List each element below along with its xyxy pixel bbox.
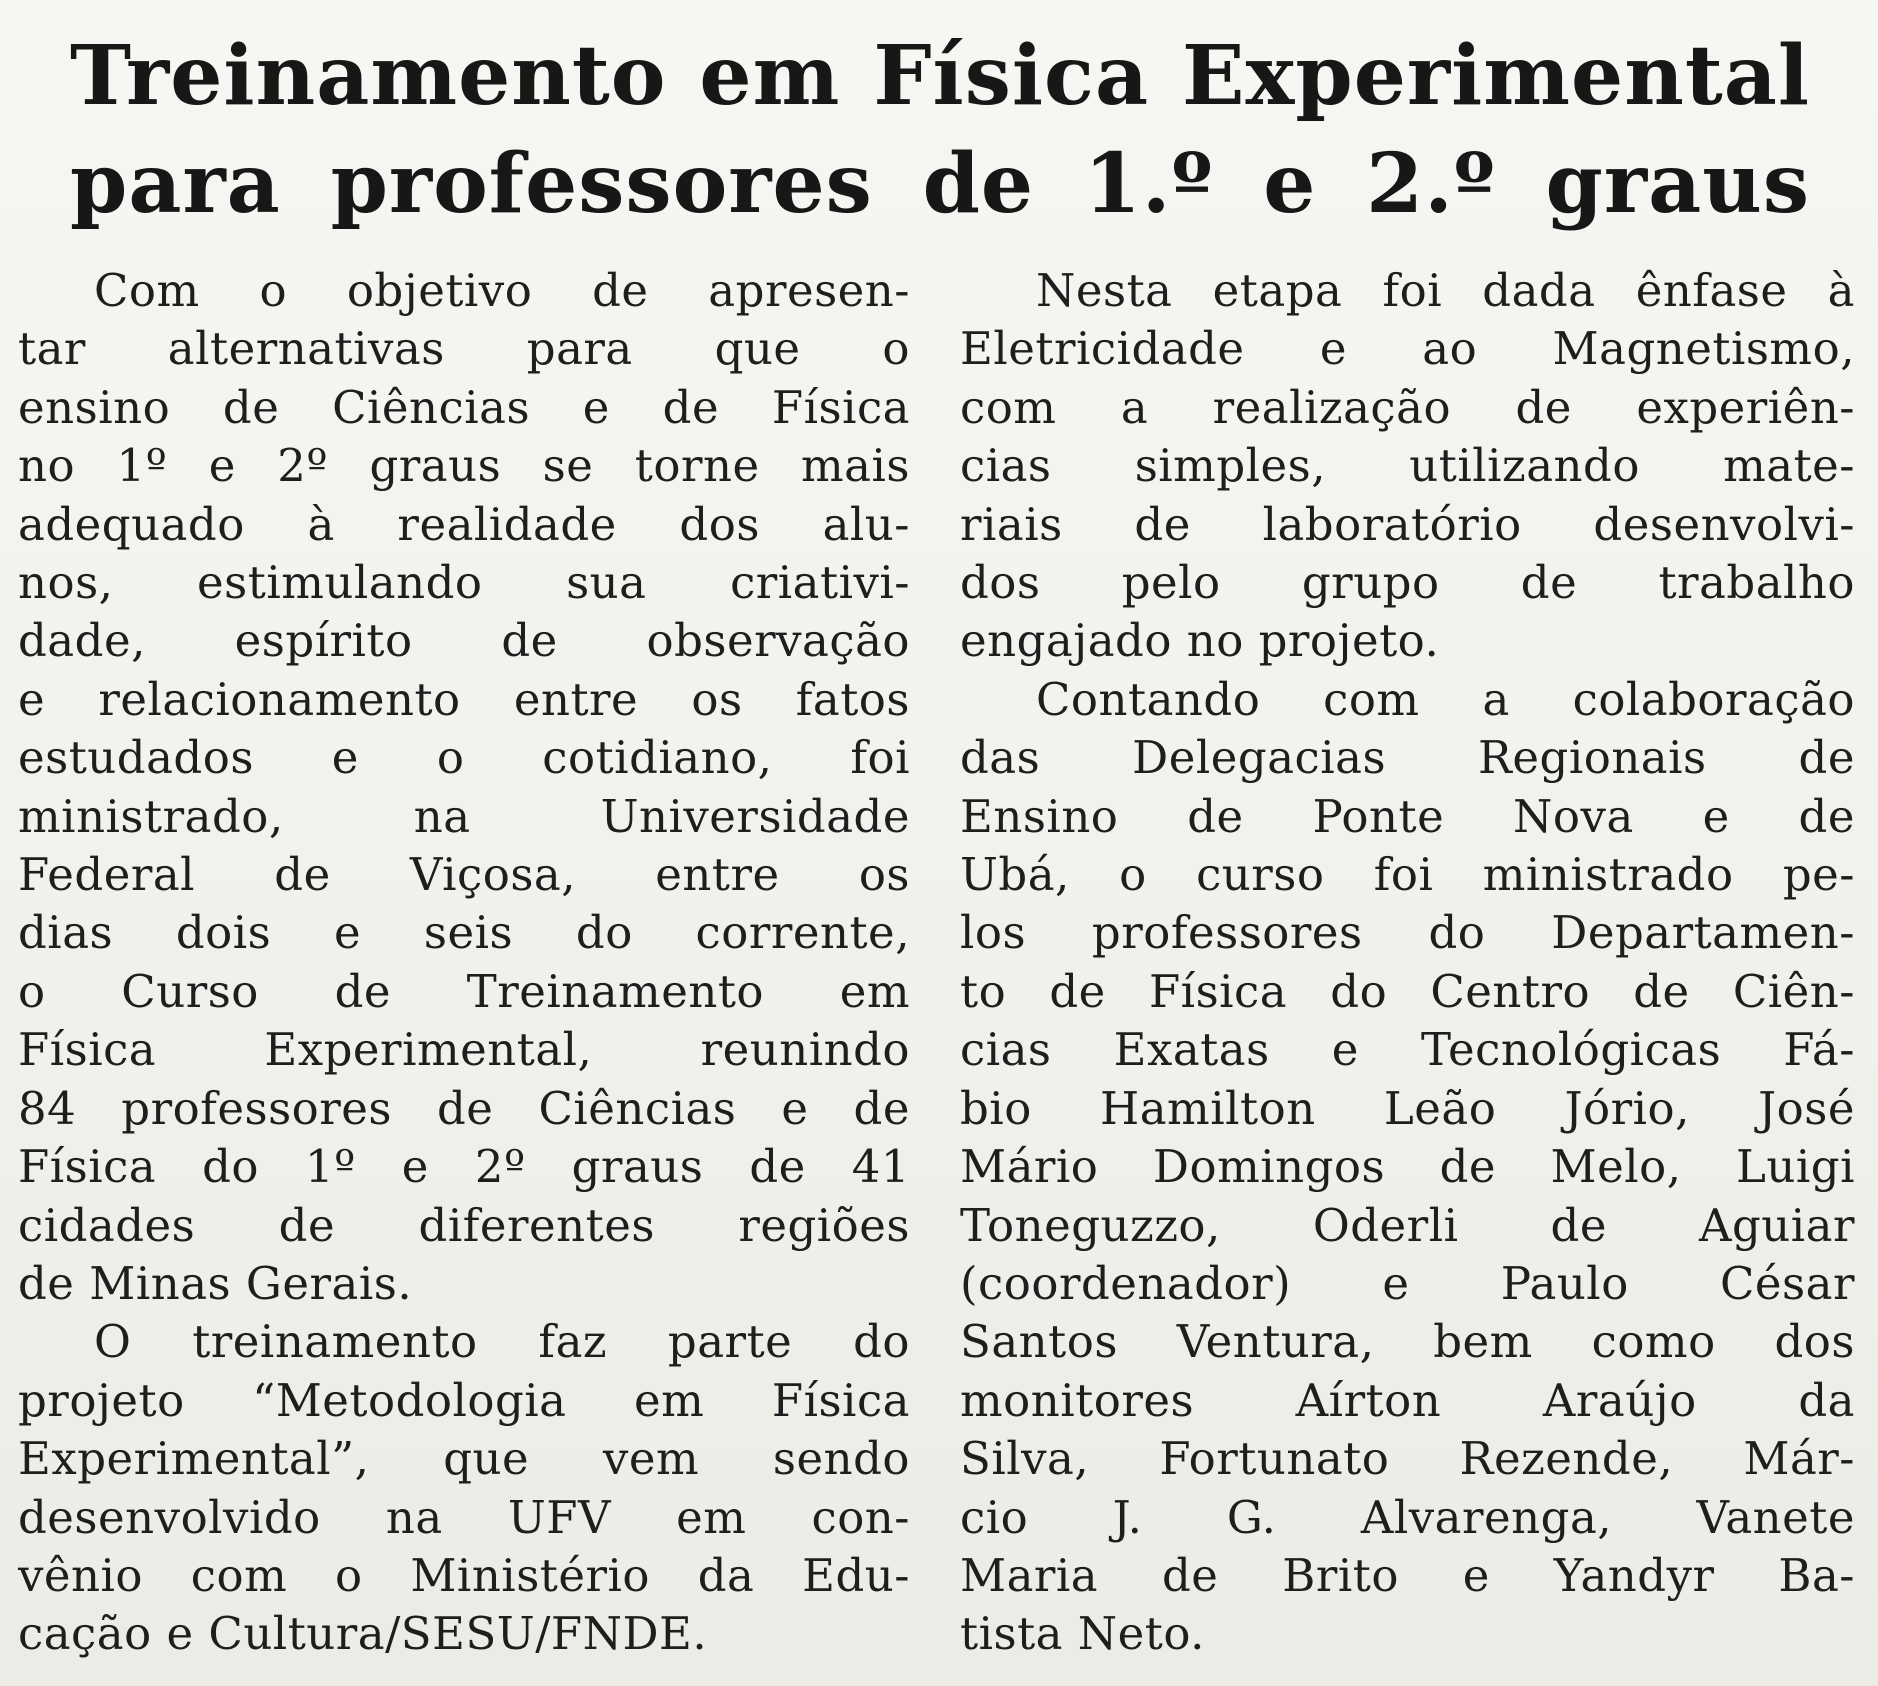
- article-line: no 1º e 2º graus se torne mais: [18, 439, 910, 493]
- article-line: Ensino de Ponte Nova e de: [960, 789, 1855, 843]
- article-line: los professores do Departamen-: [960, 906, 1855, 960]
- article-line: ensino de Ciências e de Física: [18, 380, 910, 434]
- article-line: Santos Ventura, bem como dos: [960, 1315, 1855, 1369]
- article-line: Com o objetivo de apresen-: [94, 264, 910, 317]
- article-line: bio Hamilton Leão Jório, José: [960, 1081, 1855, 1135]
- article-paragraph: [18, 262, 910, 1313]
- article-line: nos, estimulando sua criativi-: [18, 556, 910, 610]
- article-line: o Curso de Treinamento em: [18, 964, 910, 1018]
- article-line: Federal de Viçosa, entre os: [18, 848, 910, 902]
- article-line: 84 professores de Ciências e de: [18, 1081, 910, 1135]
- article-line: de Minas Gerais.: [18, 1256, 413, 1310]
- article-line: O treinamento faz parte do: [94, 1315, 910, 1369]
- article-paragraph: [960, 671, 1855, 1664]
- article-line: Eletricidade e ao Magnetismo,: [960, 322, 1855, 376]
- article-line: Física Experimental, reunindo: [18, 1023, 910, 1077]
- article-line: cias Exatas e Tecnológicas Fá-: [960, 1023, 1855, 1077]
- article-line: monitores Aírton Araújo da: [960, 1373, 1855, 1427]
- article-line: Nesta etapa foi dada ênfase à: [1036, 264, 1855, 317]
- article-line: das Delegacias Regionais de: [960, 731, 1855, 785]
- article-line: Física do 1º e 2º graus de 41: [18, 1140, 910, 1194]
- article-line: cias simples, utilizando mate-: [960, 439, 1855, 493]
- article-line: Maria de Brito e Yandyr Ba-: [960, 1548, 1855, 1602]
- article-line: tar alternativas para que o: [18, 322, 910, 376]
- left-column: [18, 262, 910, 1664]
- article-line: riais de laboratório desenvolvi-: [960, 497, 1855, 551]
- article-line: Silva, Fortunato Rezende, Már-: [960, 1432, 1855, 1486]
- article-line: estudados e o cotidiano, foi: [18, 731, 910, 785]
- headline-line: para professores de 1.º e 2.º graus: [70, 136, 1810, 232]
- article-line: adequado à realidade dos alu-: [18, 497, 910, 551]
- article-paragraph: [18, 1313, 910, 1663]
- article-line: e relacionamento entre os fatos: [18, 672, 910, 726]
- article-line: (coordenador) e Paulo César: [960, 1256, 1855, 1310]
- article-paragraph: [960, 262, 1855, 671]
- article-line: desenvolvido na UFV em con-: [18, 1490, 910, 1544]
- right-column: [960, 262, 1855, 1664]
- article-line: to de Física do Centro de Ciên-: [960, 964, 1855, 1018]
- article-line: cação e Cultura/SESU/FNDE.: [18, 1607, 708, 1661]
- article-line: Mário Domingos de Melo, Luigi: [960, 1140, 1855, 1194]
- article-line: dos pelo grupo de trabalho: [960, 556, 1855, 610]
- article-line: tista Neto.: [960, 1607, 1205, 1661]
- article-line: projeto “Metodologia em Física: [18, 1373, 910, 1427]
- article-line: Contando com a colaboração: [1036, 672, 1855, 726]
- article-line: engajado no projeto.: [960, 614, 1440, 668]
- article-line: dias dois e seis do corrente,: [18, 906, 910, 960]
- article-line: vênio com o Ministério da Edu-: [18, 1548, 910, 1602]
- article-line: com a realização de experiên-: [960, 380, 1855, 434]
- article-line: Toneguzzo, Oderli de Aguiar: [960, 1198, 1855, 1252]
- headline: [70, 22, 1810, 238]
- article-line: dade, espírito de observação: [18, 614, 910, 668]
- article-line: Experimental”, que vem sendo: [18, 1432, 910, 1486]
- article-line: ministrado, na Universidade: [18, 789, 910, 843]
- article-line: cio J. G. Alvarenga, Vanete: [960, 1490, 1855, 1544]
- article-line: Ubá, o curso foi ministrado pe-: [960, 848, 1855, 902]
- headline-line: Treinamento em Física Experimental: [70, 28, 1810, 124]
- article-line: cidades de diferentes regiões: [18, 1198, 910, 1252]
